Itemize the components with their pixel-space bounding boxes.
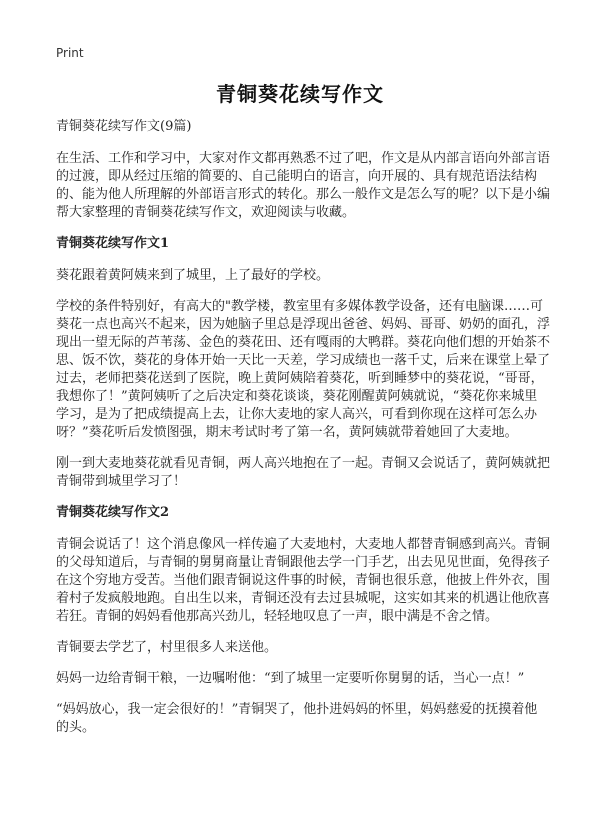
essay-1-paragraph: 葵花跟着黄阿姨来到了城里，上了最好的学校。 (56, 268, 330, 283)
essay-2-paragraph: 青铜要去学艺了，村里很多人来送他。 (56, 640, 278, 655)
essay-2-paragraph: “妈妈放心，我一定会很好的！”青铜哭了，他扑进妈妈的怀里，妈妈慈爱的抚摸着他的头。 (56, 702, 538, 735)
essay-1-heading: 青铜葵花续写作文1 (56, 236, 170, 251)
page-title: 青铜葵花续写作文 (216, 82, 384, 106)
essay-1-paragraph: 学校的条件特别好，有高大的"教学楼，教室里有多媒体教学设备，还有电脑课……可葵花一点也高兴不起来，因为她脑子里总是浮现出爸爸、妈妈、哥哥、奶奶的面孔，浮现出一望无际的芦苇荡、金色的葵花田、还有嘎雨的大鸭群。葵花向他们想的开始茶不思、饭不饮，葵花的身体开始一天比一天差，学习成绩也一落千丈，后来在课堂上晕了过去，老师把葵花送到了医院，晚上黄阿姨陪着葵花，听到睡梦中的葵花说，“哥哥，我想你了！”黄阿姨听了之后决定和葵花谈谈，葵花刚醒黄阿姨就说，“葵花你来城里学习，是为了把成绩提高上去，让你大麦地的家人高兴，可看到你现在这样可怎么办呀？”葵花听后发愤图强，期末考试时考了第一名，黄阿姨就带着她回了大麦地。 (56, 299, 551, 440)
essay-1-paragraph: 刚一到大麦地葵花就看见青铜，两人高兴地抱在了一起。青铜又会说话了，黄阿姨就把青铜带到城里学习了！ (56, 456, 551, 489)
essay-2-paragraph: 妈妈一边给青铜干粮，一边嘱咐他：“到了城里一定要听你舅舅的话，当心一点！” (56, 671, 525, 686)
article-subtitle: 青铜葵花续写作文(9篇) (56, 119, 192, 134)
intro-paragraph: 在生活、工作和学习中，大家对作文都再熟悉不过了吧，作文是从内部言语向外部言语的过渡，即从经过压缩的简要的、自己能明白的语言，向开展的、具有规范语法结构的、能为他人所理解的外部语言形式的转化。那么一般作文是怎么写的呢？以下是小编帮大家整理的青铜葵花续写作文，欢迎阅读与收藏。 (56, 151, 551, 220)
print-link[interactable]: Print (56, 46, 84, 60)
article-body (56, 118, 550, 750)
essay-2-heading: 青铜葵花续写作文2 (56, 505, 170, 520)
essay-2-paragraph: 青铜会说话了！这个消息像风一样传遍了大麦地村，大麦地人都替青铜感到高兴。青铜的父母知道后，与青铜的舅舅商量让青铜跟他去学一门手艺，出去见见世面，免得孩子在这个穷地方受苦。当他们跟青铜说这件事的时候，青铜也很乐意，他披上件外衣，围着村子发疯般地跑。自出生以来，青铜还没有去过县城呢，这实如其来的机遇让他欣喜若狂。青铜的妈妈看他那高兴劲儿，轻轻地叹息了一声，眼中满是不舍之情。 (56, 537, 551, 624)
